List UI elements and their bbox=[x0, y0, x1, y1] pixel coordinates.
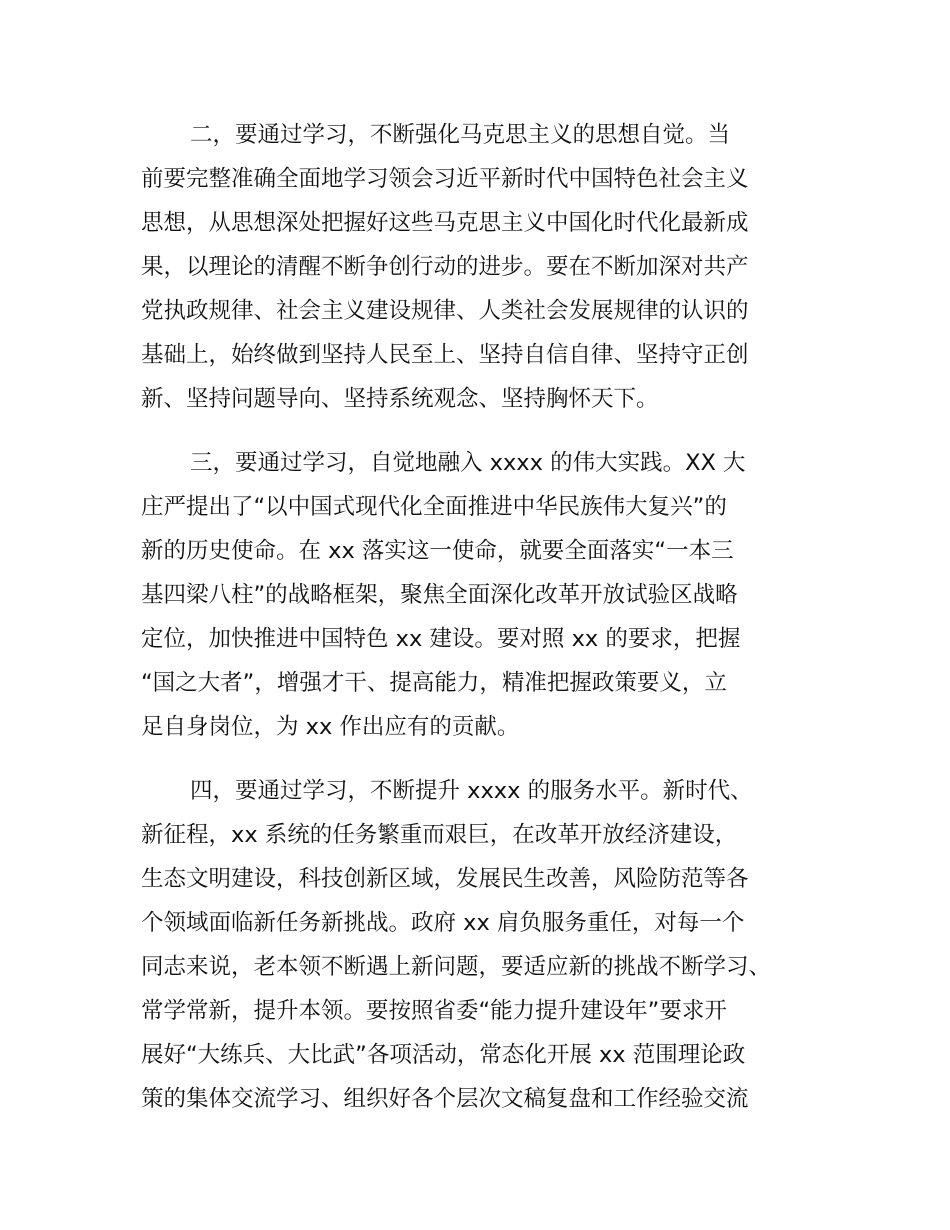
text-line: 思想，从思想深处把握好这些马克思主义中国化时代化最新成 bbox=[141, 210, 749, 236]
text-line: 三，要通过学习，自觉地融入 xxxx 的伟大实践。XX 大 bbox=[190, 450, 746, 476]
text-line: 二，要通过学习，不断强化马克思主义的思想自觉。当 bbox=[190, 122, 731, 148]
text-line: 前要完整准确全面地学习领会习近平新时代中国特色社会主义 bbox=[141, 166, 749, 192]
text-line: 新的历史使命。在 xx 落实这一使命，就要全面落实“一本三 bbox=[141, 538, 734, 564]
text-line: 基四梁八柱”的战略框架，聚焦全面深化改革开放试验区战略 bbox=[141, 582, 738, 608]
text-line: 足自身岗位，为 xx 作出应有的贡献。 bbox=[141, 714, 520, 740]
text-line: 个领域面临新任务新挑战。政府 xx 肩负服务重任，对每一个 bbox=[141, 910, 745, 936]
text-line: 四，要通过学习，不断提升 xxxx 的服务水平。新时代、 bbox=[190, 778, 753, 804]
text-line: 党执政规律、社会主义建设规律、人类社会发展规律的认识的 bbox=[141, 298, 749, 324]
document-body bbox=[141, 113, 841, 1121]
text-line: 展好“大练兵、大比武”各项活动，常态化开展 xx 范围理论政 bbox=[141, 1042, 746, 1068]
text-line: 常学常新，提升本领。要按照省委“能力提升建设年”要求开 bbox=[141, 998, 727, 1024]
text-line: 庄严提出了“以中国式现代化全面推进中华民族伟大复兴”的 bbox=[141, 494, 727, 520]
text-line: 基础上，始终做到坚持人民至上、坚持自信自律、坚持守正创 bbox=[141, 342, 749, 368]
text-line: 策的集体交流学习、组织好各个层次文稿复盘和工作经验交流 bbox=[141, 1086, 749, 1112]
text-line: 同志来说，老本领不断遇上新问题，要适应新的挑战不断学习、 bbox=[141, 954, 772, 980]
text-line: “国之大者”，增强才干、提高能力，精准把握政策要义，立 bbox=[141, 670, 727, 696]
text-line: 新、坚持问题导向、坚持系统观念、坚持胸怀天下。 bbox=[141, 386, 659, 412]
text-line: 生态文明建设，科技创新区域，发展民生改善，风险防范等各 bbox=[141, 866, 749, 892]
paragraph-two bbox=[141, 113, 841, 421]
text-line: 新征程，xx 系统的任务繁重而艰巨，在改革开放经济建设， bbox=[141, 822, 738, 848]
paragraph-four bbox=[141, 769, 841, 1121]
paragraph-three bbox=[141, 441, 841, 749]
text-line: 果，以理论的清醒不断争创行动的进步。要在不断加深对共产 bbox=[141, 254, 749, 280]
text-line: 定位，加快推进中国特色 xx 建设。要对照 xx 的要求，把握 bbox=[141, 626, 741, 652]
